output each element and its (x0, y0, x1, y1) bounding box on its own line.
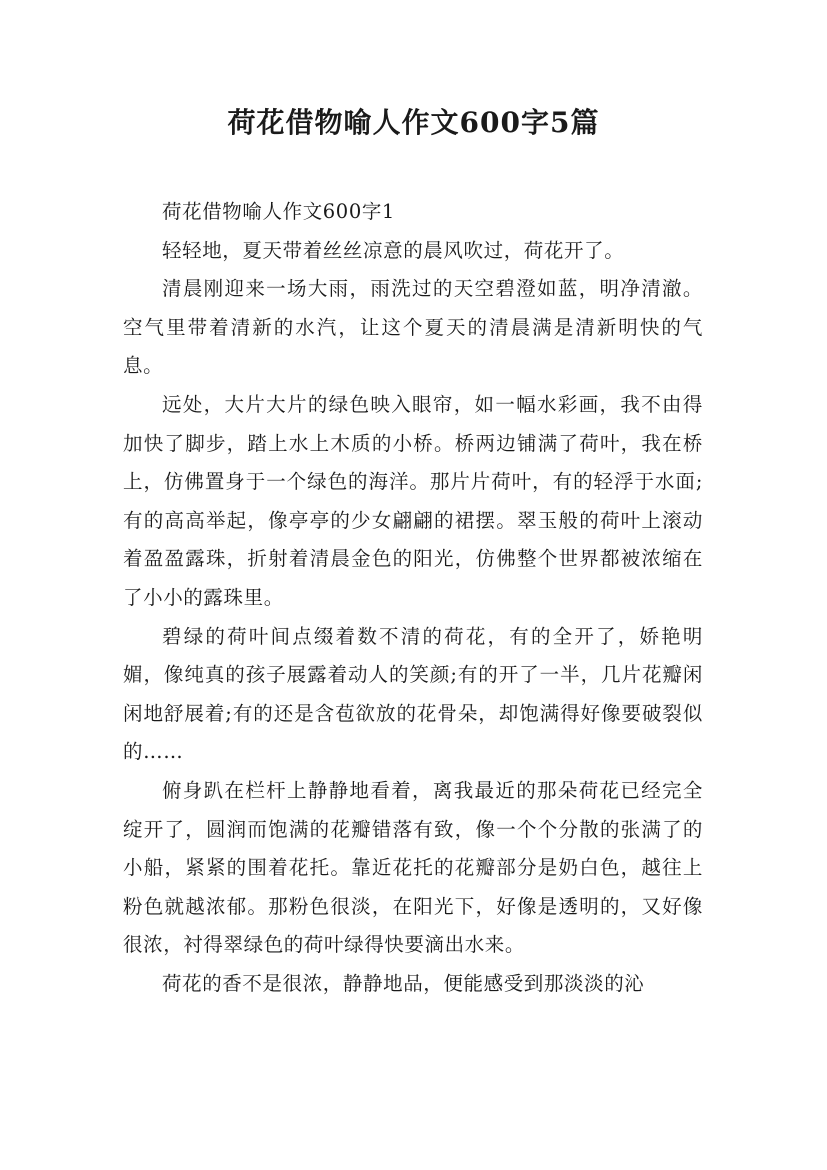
paragraph: 荷花的香不是很浓，静静地品，便能感受到那淡淡的沁 (162, 971, 645, 995)
paragraph: 清晨刚迎来一场大雨，雨洗过的天空碧澄如蓝，明净清澈。空气里带着清新的水汽，让这个夏天的清晨满是清新明快的气息。 (123, 277, 703, 378)
paragraph: 轻轻地，夏天带着丝丝凉意的晨风吹过，荷花开了。 (162, 238, 625, 262)
document-body (123, 193, 703, 1003)
document-title: 荷花借物喻人作文600字5篇 (227, 106, 600, 139)
paragraph: 远处，大片大片的绿色映入眼帘，如一幅水彩画，我不由得加快了脚步，踏上水上木质的小桥。桥两边铺满了荷叶，我在桥上，仿佛置身于一个绿色的海洋。那片片荷叶，有的轻浮于水面;有的高高举起，像亭亭的少女翩翩的裙摆。翠玉般的荷叶上滚动着盈盈露珠，折射着清晨金色的阳光，仿佛整个世界都被浓缩在了小小的露珠里。 (123, 392, 703, 609)
paragraph: 俯身趴在栏杆上静静地看着，离我最近的那朵荷花已经完全绽开了，圆润而饱满的花瓣错落有致，像一个个分散的张满了的小船，紧紧的围着花托。靠近花托的花瓣部分是奶白色，越往上粉色就越浓郁。那粉色很淡，在阳光下，好像是透明的，又好像很浓，衬得翠绿色的荷叶绿得快要滴出水来。 (123, 778, 703, 957)
section-heading: 荷花借物喻人作文600字1 (162, 200, 395, 223)
paragraph: 碧绿的荷叶间点缀着数不清的荷花，有的全开了，娇艳明媚，像纯真的孩子展露着动人的笑颜;有的开了一半，几片花瓣闲闲地舒展着;有的还是含苞欲放的花骨朵，却饱满得好像要破裂似的…… (123, 624, 703, 764)
